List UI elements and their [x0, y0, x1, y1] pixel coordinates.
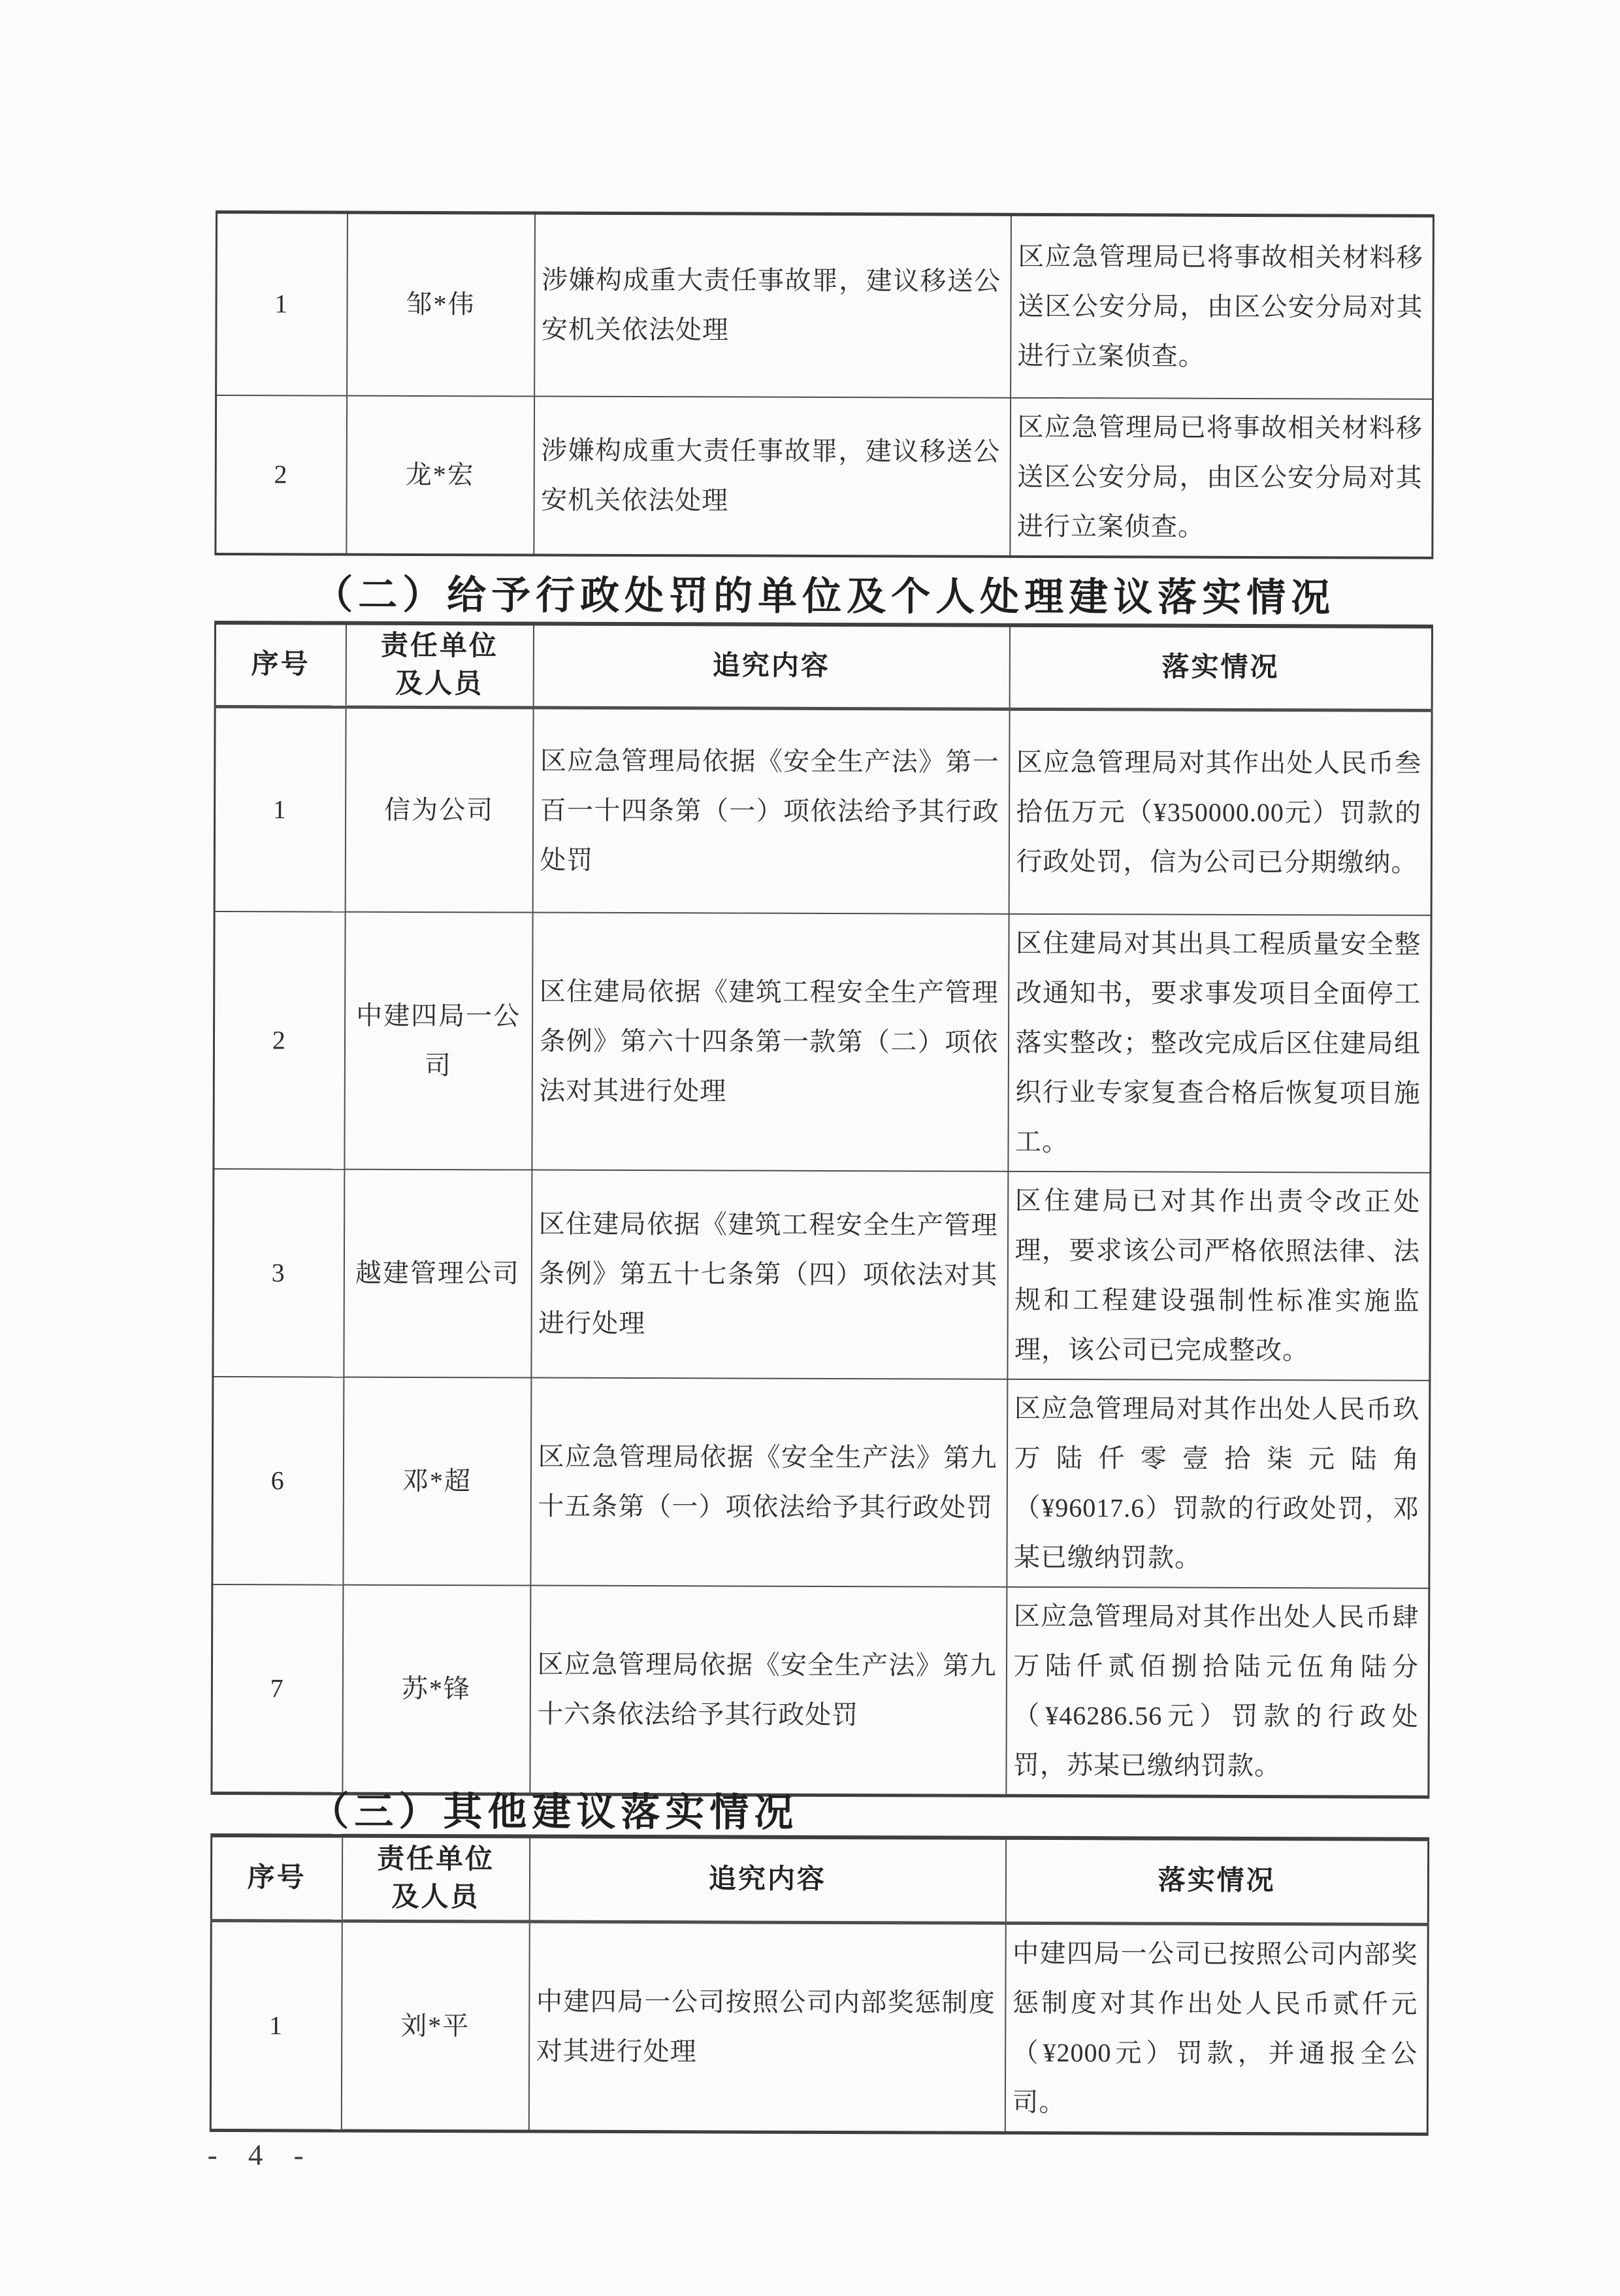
implementation-status-cell: 区应急管理局已将事故相关材料移送区公安分局，由区公安分局对其进行立案侦查。 — [1010, 397, 1433, 557]
section-three-heading: （三）其他建议落实情况 — [310, 1790, 799, 1835]
page-number: - 4 - — [207, 2138, 316, 2172]
row-number-cell: 3 — [213, 1169, 344, 1377]
responsible-party-cell: 邹*伟 — [347, 212, 535, 396]
row-number-cell: 2 — [216, 395, 347, 555]
implementation-status-cell: 区应急管理局已将事故相关材料移送区公安分局，由区公安分局对其进行立案侦查。 — [1011, 214, 1434, 399]
responsible-party-cell: 邓*超 — [343, 1377, 531, 1586]
column-header-content: 追究内容 — [529, 1837, 1005, 1923]
accountability-content-cell: 区应急管理局依据《安全生产法》第九十五条第（一）项依法给予其行政处罚 — [530, 1378, 1007, 1587]
responsible-party-cell: 龙*宏 — [346, 395, 534, 555]
accountability-content-cell: 中建四局一公司按照公司内部奖惩制度对其进行处理 — [528, 1922, 1005, 2133]
implementation-status-cell: 区应急管理局对其作出处人民币叁拾伍万元（¥350000.00元）罚款的行政处罚，信为公司已分期缴纳。 — [1009, 709, 1432, 915]
column-header-content: 追究内容 — [533, 624, 1009, 709]
responsible-party-cell: 刘*平 — [341, 1921, 529, 2131]
row-number-cell: 2 — [214, 911, 345, 1170]
responsible-party-cell: 信为公司 — [345, 707, 533, 913]
responsible-party-cell: 苏*锋 — [342, 1585, 530, 1794]
accountability-content-cell: 区应急管理局依据《安全生产法》第九十六条依法给予其行政处罚 — [530, 1586, 1007, 1796]
row-number-cell: 1 — [210, 1920, 342, 2131]
column-header-result: 落实情况 — [1005, 1838, 1428, 1924]
accountability-content-cell: 涉嫌构成重大责任事故罪，建议移送公安机关依法处理 — [534, 396, 1011, 556]
table-row — [212, 1377, 1430, 1588]
administrative-penalty-table — [210, 621, 1433, 1799]
implementation-status-cell: 中建四局一公司已按照公司内部奖惩制度对其作出处人民币贰仟元（¥2000元）罚款，并通报全公司。 — [1005, 1923, 1428, 2134]
accountability-content-cell: 区应急管理局依据《安全生产法》第一百一十四条第（一）项依法给予其行政处罚 — [532, 708, 1009, 914]
table-row — [214, 706, 1432, 915]
implementation-status-cell: 区应急管理局对其作出处人民币玖万陆仟零壹拾柒元陆角（¥96017.6）罚款的行政处罚，邓某已缴纳罚款。 — [1007, 1379, 1430, 1588]
responsible-party-cell: 越建管理公司 — [344, 1170, 532, 1378]
accountability-content-cell: 区住建局依据《建筑工程安全生产管理条例》第六十四条第一款第（二）项依法对其进行处理 — [532, 913, 1009, 1172]
row-number-cell: 1 — [216, 212, 348, 396]
column-header-unit: 责任单位 及人员 — [346, 623, 533, 708]
implementation-status-cell: 区住建局已对其作出责令改正处理，要求该公司严格依照法律、法规和工程建设强制性标准实施监理，该公司已完成整改。 — [1007, 1172, 1431, 1381]
table-header-row — [215, 623, 1432, 710]
accountability-content-cell: 涉嫌构成重大责任事故罪，建议移送公安机关依法处理 — [534, 213, 1011, 397]
table-row — [214, 911, 1431, 1173]
accountability-content-cell: 区住建局依据《建筑工程安全生产管理条例》第五十七条第（四）项依法对其进行处理 — [531, 1170, 1008, 1379]
implementation-status-cell: 区应急管理局对其作出处人民币肆万陆仟贰佰捌拾陆元伍角陆分（¥46286.56元）罚款的行政处罚，苏某已缴纳罚款。 — [1006, 1587, 1429, 1797]
table-row — [213, 1169, 1431, 1381]
implementation-status-cell: 区住建局对其出具工程质量安全整改通知书，要求事发项目全面停工落实整改；整改完成后区住建局组织行业专家复查合格后恢复项目施工。 — [1008, 914, 1431, 1173]
column-header-result: 落实情况 — [1009, 625, 1432, 710]
table-header-row — [211, 1835, 1428, 1924]
other-recommendations-table — [210, 1833, 1429, 2135]
row-number-cell: 6 — [212, 1377, 344, 1585]
responsible-party-cell: 中建四局一公司 — [344, 912, 532, 1170]
criminal-referral-table — [214, 210, 1434, 559]
table-row — [210, 1920, 1428, 2134]
table-row — [216, 212, 1434, 399]
column-header-no: 序号 — [211, 1835, 342, 1921]
column-header-no: 序号 — [215, 623, 346, 707]
table-row — [212, 1584, 1429, 1797]
row-number-cell: 1 — [214, 706, 346, 912]
table-row — [216, 395, 1433, 558]
column-header-unit: 责任单位 及人员 — [342, 1836, 529, 1922]
section-two-heading: （二）给予行政处罚的单位及个人处理建议落实情况 — [314, 573, 1336, 620]
row-number-cell: 7 — [212, 1584, 343, 1794]
